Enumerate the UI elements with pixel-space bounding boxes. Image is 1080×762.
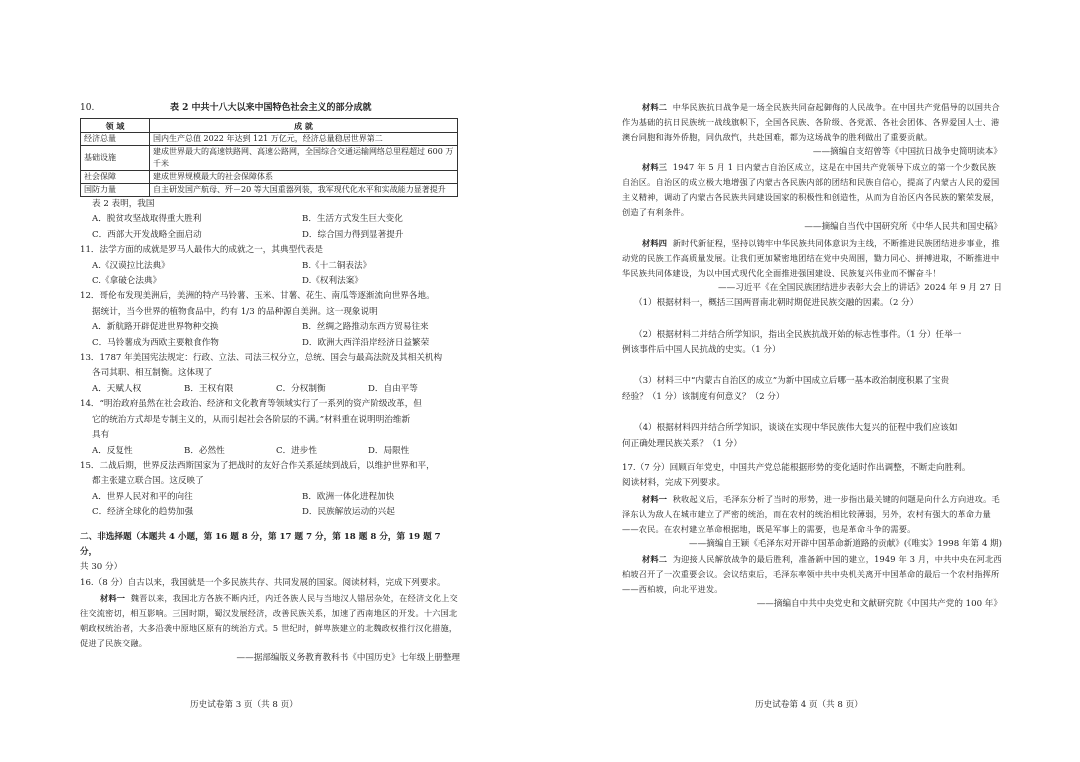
question-10-stem: 表 2 表明，我国	[92, 199, 155, 209]
material-2-label: 材料二	[642, 102, 668, 112]
option-a: A．天赋人权	[92, 383, 142, 394]
question-13-options	[80, 382, 460, 397]
option-b: B．必然性	[184, 445, 225, 456]
material-4-label: 材料四	[642, 237, 668, 248]
question-16-part-2-line1: （2）根据材料二并结合所学知识，指出全民族抗战开始的标志性事件。（1 分）任举一	[634, 329, 962, 340]
q17-material-1	[622, 492, 1002, 537]
right-page	[622, 100, 1002, 613]
question-10-number: 10.	[80, 103, 95, 114]
table-cell-field: 社会保障	[81, 171, 150, 184]
question-14-stem-line1: 14．“明治政府虽然在社会政治、经济和文化教育等领域实行了一系列的资产阶级改革，但	[80, 399, 422, 410]
question-13-stem-line2: 各司其职、相互制衡。这体现了	[92, 368, 213, 379]
material-4	[622, 236, 1002, 281]
question-13-stem-line1: 13．1787 年美国宪法规定：行政、立法、司法三权分立，总统、国会与最高法院及其相关机构	[80, 353, 443, 364]
material-1-source: ——据部编版义务教育教科书《中国历史》七年级上册整理	[236, 653, 460, 664]
material-4-text: 新时代新征程，坚持以铸牢中华民族共同体意识为主线，不断推进民族团结进步事业，推动党的民族工作高质量发展。让我们更加紧密地团结在党中央周围，勠力同心、拼搏进取，不断推进中华民族共同体建设，为以中国式现代化全面推进强国建设、民族复兴伟业而不懈奋斗！	[622, 237, 1000, 278]
material-1	[80, 591, 460, 651]
question-16-part-4-line2: 何正确处理民族关系？（1 分）	[622, 438, 742, 449]
table-row	[81, 171, 458, 184]
table-header-achievement: 成 就	[150, 119, 458, 133]
question-16-part-2-line2: 例该事件后中国人民抗战的史实。（1 分）	[622, 345, 781, 356]
material-4-source: ——习近平《在全国民族团结进步表彰大会上的讲话》2024 年 9 月 27 日	[718, 282, 1002, 293]
question-14-options	[80, 444, 460, 459]
question-12-options	[80, 320, 460, 351]
question-17-stem-line1: 17.（7 分）回顾百年党史，中国共产党总能根据形势的变化适时作出调整，不断走向胜利。	[622, 463, 971, 474]
table-header-row	[81, 119, 458, 133]
question-16-part-4-line1: （4）根据材料四并结合所学知识，谈谈在实现中华民族伟大复兴的征程中我们应该如	[634, 423, 958, 434]
question-15-stem-line1: 15．二战后期，世界反法西斯国家为了把战时的友好合作关系延续到战后，以维护世界和平，	[80, 460, 435, 471]
left-page	[80, 100, 460, 667]
page-footer-left: 历史试卷第 3 页（共 8 页）	[190, 700, 298, 710]
question-12-stem-line1: 12．哥伦布发现美洲后，美洲的特产马铃薯、玉米、甘薯、花生、南瓜等逐渐流向世界各地。	[80, 291, 435, 302]
material-3-text: 1947 年 5 月 1 日内蒙古自治区成立，这是在中国共产党领导下成立的第一个少数民族自治区。自治区的成立极大地增强了内蒙古各民族内部的团结和民族自信心，提高了内蒙古人民的爱国主义精神，调动了内蒙古各民族共同建设国家的积极性和创造性，从而为自治区内各民族的繁荣发展，创造了有利条件。	[622, 162, 1000, 218]
option-a: A．脱贫攻坚战取得重大胜利	[92, 214, 202, 225]
question-17-stem-line2: 阅读材料，完成下列要求。	[622, 478, 726, 489]
question-14-stem-line3: 具有	[92, 430, 110, 441]
table-cell-achievement: 建成世界最大的高速铁路网、高速公路网，全国综合交通运输网络总里程超过 600 万千米	[150, 146, 458, 171]
option-c: C．经济全球化的趋势加强	[92, 507, 194, 518]
material-2	[622, 100, 1002, 145]
question-11-stem: 11．法学方面的成就是罗马人最伟大的成就之一，其典型代表是	[80, 245, 323, 256]
table-cell-field: 国防力量	[81, 184, 150, 197]
option-b: B．王权有限	[184, 383, 234, 394]
q17-material-1-source: ——摘编自王颖《毛泽东对开辟中国革命新道路的贡献》(《唯实》1998 年第 4 期)	[689, 538, 1002, 549]
option-a: A.《汉谟拉比法典》	[92, 260, 170, 271]
option-d: D．自由平等	[368, 383, 418, 394]
achievements-table	[80, 118, 458, 197]
page-footer-right: 历史试卷第 4 页（共 8 页）	[755, 700, 863, 710]
option-c: C．分权制衡	[276, 383, 326, 394]
table-row	[81, 133, 458, 146]
option-d: D.《权利法案》	[302, 276, 363, 287]
table-row	[81, 146, 458, 171]
answer-space	[622, 358, 1002, 374]
spacer	[80, 521, 460, 530]
option-c: C.《拿破仑法典》	[92, 276, 162, 287]
option-c: C．马铃薯成为西欧主要粮食作物	[92, 337, 219, 348]
option-d: D．综合国力得到显著提升	[302, 229, 404, 240]
option-c: C．进步性	[276, 445, 317, 456]
table-header-field: 领 域	[81, 119, 150, 133]
q17-material-1-label: 材料一	[642, 493, 668, 504]
option-a: A．世界人民对和平的向往	[92, 491, 193, 502]
table-row	[81, 184, 458, 197]
question-12-stem-line2: 据统计，当今世界的植物食品中，约有 1/3 的品种源自美洲。这一现象说明	[92, 306, 378, 317]
question-16-part-3-line1: （3）材料三中“内蒙古自治区的成立”为新中国成立后哪一基本政治制度积累了宝贵	[634, 376, 950, 387]
table-cell-achievement: 国内生产总值 2022 年达到 121 万亿元，经济总量稳居世界第二	[150, 133, 458, 146]
table-cell-achievement: 建成世界规模最大的社会保障体系	[150, 171, 458, 184]
material-1-label: 材料一	[100, 593, 126, 604]
option-a: A．新航路开辟促进世界物种交换	[92, 322, 219, 333]
question-10-options	[80, 212, 460, 243]
question-15-stem-line2: 都主张建立联合国。这反映了	[92, 476, 204, 487]
question-15-options	[80, 490, 460, 521]
answer-space	[622, 405, 1002, 421]
question-16-stem: 16.（8 分）自古以来，我国就是一个多民族共存、共同发展的国家。阅读材料，完成下列要求。	[80, 577, 446, 588]
option-b: B．欧洲一体化进程加快	[302, 491, 395, 502]
option-b: B.《十二铜表法》	[302, 260, 372, 271]
table-cell-field: 经济总量	[81, 133, 150, 146]
material-3-label: 材料三	[642, 162, 668, 173]
material-3	[622, 160, 1002, 220]
question-16-part-3-line2: 经验？（1 分）该制度有何意义？（2 分）	[622, 391, 785, 402]
table-cell-field: 基础设施	[81, 146, 150, 171]
answer-space	[622, 452, 1002, 461]
material-3-source: ——摘编自当代中国研究所《中华人民共和国史稿》	[804, 222, 1002, 233]
option-d: D．欧洲大西洋沿岸经济日益繁荣	[302, 337, 430, 348]
q17-material-2-label: 材料二	[642, 554, 668, 565]
question-16-part-1: （1）根据材料一，概括三国两晋南北朝时期促进民族交融的因素。（2 分）	[634, 298, 919, 309]
option-a: A．反复性	[92, 445, 133, 456]
q17-material-2-source: ——摘编自中共中央党史和文献研究院《中国共产党的 100 年》	[756, 599, 1002, 610]
option-b: B．丝绸之路推动东西方贸易往来	[302, 322, 429, 333]
option-d: D．民族解放运动的兴起	[302, 507, 395, 518]
question-11-options	[80, 259, 460, 290]
table-cell-achievement: 自主研发国产航母、歼－20 等大国重器列装，我军现代化水平和实战能力显著提升	[150, 184, 458, 197]
q17-material-2-text: 为迎接人民解放战争的最后胜利，准备新中国的建立，1949 年 3 月，中共中央在河北西柏坡召开了一次重要会议。会议结束后，毛泽东率领中共中央机关离开中国革命的最后一个农村指挥所——西柏坡，向北平进发。	[622, 554, 1002, 595]
section-2-heading-cont: 共 30 分）	[80, 562, 123, 573]
section-2-heading: 二、非选择题（本题共 4 小题，第 16 题 8 分，第 17 题 7 分，第 18 题 8 分，第 19 题 7 分，	[80, 531, 441, 557]
answer-space	[622, 312, 1002, 328]
table-title: 表 2 中共十八大以来中国特色社会主义的部分成就	[170, 103, 372, 114]
option-c: C．西部大开发战略全面启动	[92, 229, 202, 240]
material-1-text: 魏晋以来，我国北方各族不断内迁，内迁各族人民与当地汉人错居杂处，在经济文化上交往交流密切，相互影响。三国时期，蜀汉发展经济，改善民族关系，加速了西南地区的开发。十六国北朝政权统治者，大多沿袭中原地区原有的统治方式。5 世纪时，鲜卑族建立的北魏政权推行汉化措施，促进了民族交融。	[80, 593, 458, 649]
option-d: D．局限性	[368, 445, 410, 456]
table-caption-row	[80, 100, 460, 118]
q17-material-2	[622, 552, 1002, 597]
q17-material-1-text: 秋收起义后，毛泽东分析了当时的形势，进一步指出最关键的问题是向什么方向进攻。毛泽东认为敌人在城市建立了严密的统治，而在农村的统治相比较薄弱，另外，农村有强大的革命力量——农民。在农村建立革命根据地，既是军事上的需要，也是革命斗争的需要。	[622, 493, 1000, 534]
question-14-stem-line2: 它的统治方式却是专制主义的，从而引起社会各阶层的不满。”材料重在说明明治维新	[92, 414, 411, 425]
material-2-source: ——摘编自支绍曾等《中国抗日战争史简明读本》	[812, 147, 1002, 157]
option-b: B．生活方式发生巨大变化	[302, 214, 403, 225]
material-2-text: 中华民族抗日战争是一场全民族共同奋起御侮的人民战争。在中国共产党倡导的以国共合作为基础的抗日民族统一战线旗帜下，全国各民族、各阶级、各党派、各社会团体、各界爱国人士、港澳台同胞和海外侨胞，同仇敌忾，共赴国难，都为这场战争的胜利做出了重要贡献。	[622, 102, 1000, 142]
